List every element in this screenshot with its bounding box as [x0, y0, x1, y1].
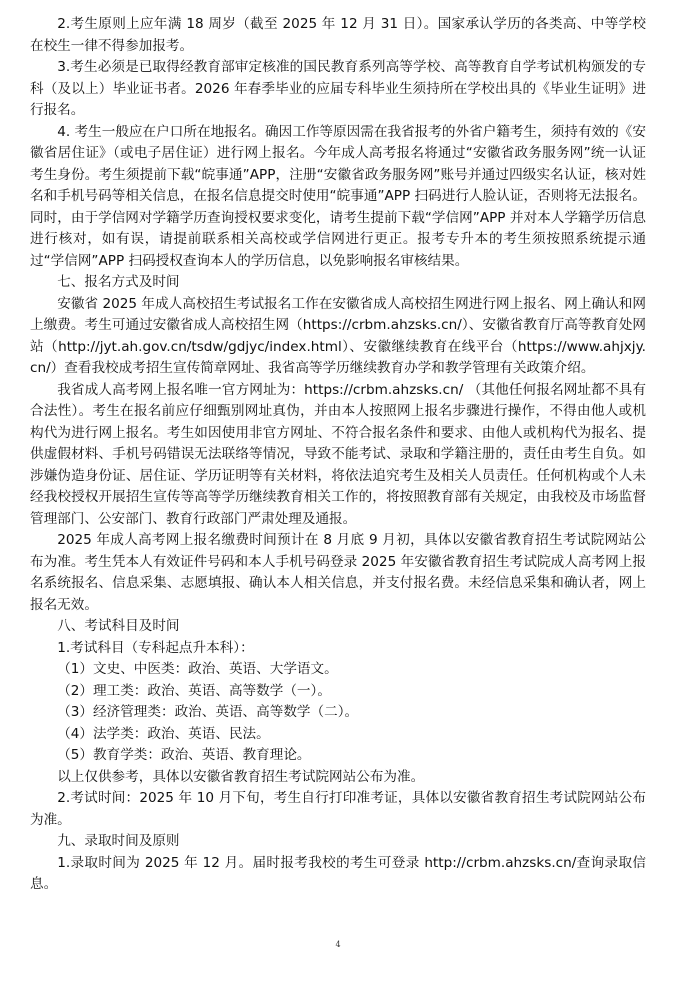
page-number: 4 — [335, 940, 341, 949]
paragraph-exam-time: 2.考试时间：2025 年 10 月下旬，考生自行打印准考证，具体以安徽省教育招生考试院网站公布为准。 — [30, 790, 646, 828]
section-heading-registration: 七、报名方式及时间 — [57, 274, 180, 290]
exam-subjects-intro: 1.考试科目（专科起点升本科）： — [57, 639, 254, 656]
paragraph-official-website: 我省成人高考网上报名唯一官方网址为：https://crbm.ahzsks.cn/ （其他任何报名网址都不具有合法性）。考生在报名前应仔细甄别网址真伪，并由本人按照网上报名步骤进行操作，不得由他人或机构代为进行网上报名。考生如因使用非官方网址、不符合报名条件和要求、由他人或机构代为报名、提供虚假材料、手机号码错误无法联络等情况，导致不能考试、录取和学籍注册的，责任由考生自负。如涉嫌伪造身份证、居住证、学历证明等有关材料，将依法追究考生及相关人员责任。任何机构或个人未经我校授权开展招生宣传等高等学历继续教育相关工作的，将按照教育部有关规定，由我校及市场监督管理部门、公安部门、教育行政部门严肃处理及通报。 — [30, 381, 646, 527]
exam-subject-item: （4）法学类：政治、英语、民法。 — [57, 725, 270, 742]
exam-subject-item: （1）文史、中医类：政治、英语、大学语文。 — [57, 661, 338, 677]
paragraph-registration-fee-time: 2025 年成人高考网上报名缴费时间预计在 8 月底 9 月初，具体以安徽省教育招生考试院网站公布为准。考生凭本人有效证件号码和本人手机号码登录 2025 年安徽省教育招生考试院成人高考网上报名系统报名、信息采集、志愿填报、确认本人相关信息，并支付报名费。未经信息采集和确认者，网上报名无效。 — [30, 532, 646, 613]
paragraph-registration-websites: 安徽省 2025 年成人高校招生考试报名工作在安徽省成人高校招生网进行网上报名、网上确认和网上缴费。考生可通过安徽省成人高校招生网（https://crbm.ahzsks.cn/）、安徽省教育厅高等教育处网站（http://jyt.ah.gov.cn/tsdw/gdjyc/index.html）、安徽继续教育在线平台（https://www.ahjxjy.cn/）查看我校成考招生宣传简章网址、我省高等学历继续教育办学和教学管理有关政策介绍。 — [30, 295, 646, 376]
exam-subject-item: （3）经济管理类：政治、英语、高等数学（二）。 — [57, 704, 359, 720]
paragraph-registration-location: 4. 考生一般应在户口所在地报名。确因工作等原因需在我省报考的外省户籍考生，须持有效的《安徽省居住证》（或电子居住证）进行网上报名。今年成人高考报名将通过“安徽省政务服务网”统一认证考生身份。考生须提前下载“皖事通”APP，注册“安徽省政务服务网”账号并通过四级实名认证，核对姓名和手机号码等相关信息，在报名信息提交时使用“皖事通”APP 扫码进行人脸认证，否则将无法报名。同时，由于学信网对学籍学历查询授权要求变化，请考生提前下载“学信网”APP 并对本人学籍学历信息进行核对，如有误，请提前联系相关高校或学信网进行更正。报考专升本的考生须按照系统提示通过“学信网”APP 扫码授权查询本人的学历信息，以免影响报名审核结果。 — [30, 123, 646, 269]
section-heading-admission: 九、录取时间及原则 — [57, 833, 180, 849]
exam-subjects-note: 以上仅供参考，具体以安徽省教育招生考试院网站公布为准。 — [57, 768, 425, 785]
exam-subject-item: （5）教育学类：政治、英语、教育理论。 — [57, 747, 311, 763]
paragraph-admission-time: 1.录取时间为 2025 年 12 月。届时报考我校的考生可登录 http://crbm.ahzsks.cn/查询录取信息。 — [30, 854, 646, 892]
exam-subject-item: （2）理工类：政治、英语、高等数学（一）。 — [57, 682, 331, 699]
paragraph-age-requirement: 2.考生原则上应年满 18 周岁（截至 2025 年 12 月 31 日）。国家承认学历的各类高、中等学校在校生一律不得参加报考。 — [30, 16, 646, 54]
paragraph-diploma-requirement: 3.考生必须是已取得经教育部审定核准的国民教育系列高等学校、高等教育自学考试机构颁发的专科（及以上）毕业证书者。2026 年春季毕业的应届专科毕业生须持所在学校出具的《毕业生证明》进行报名。 — [30, 59, 646, 118]
section-heading-exam-subjects: 八、考试科目及时间 — [57, 618, 180, 634]
document-body — [30, 14, 646, 896]
